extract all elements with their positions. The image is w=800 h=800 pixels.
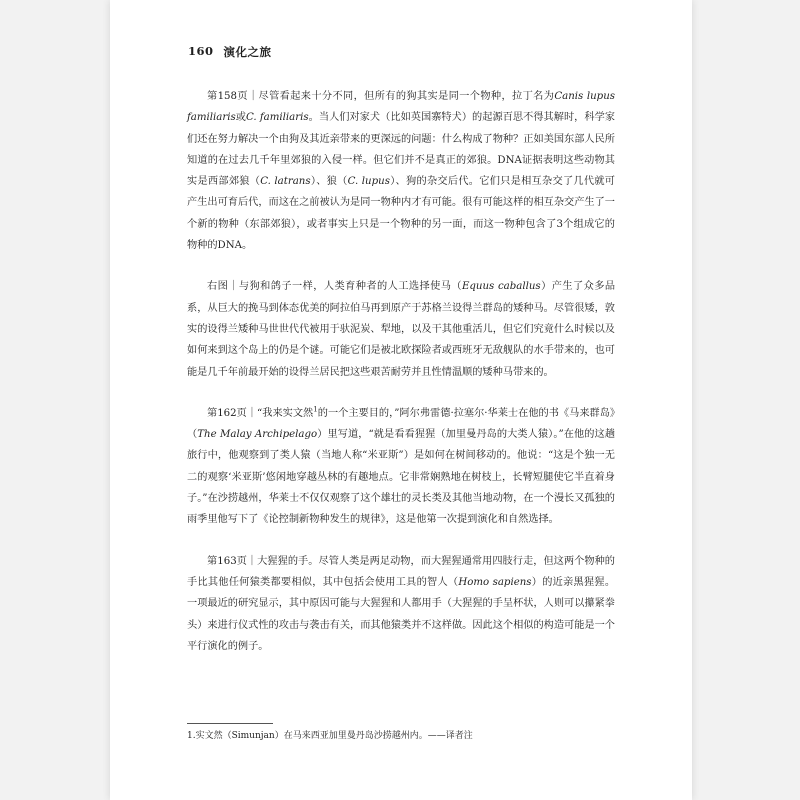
latin-name: Homo sapiens [458,576,532,588]
paragraph [187,551,615,657]
text-run: ）里写道，“就是看看猩猩（加里曼丹岛的大类人猿）。”在他的这趟旅行中，他观察到了类人猿（当地人称“米亚斯”）是如何在树间移动的。他说：“这是个独一无二的观察‘米亚斯’悠闲地穿越丛林的有趣地点。它非常娴熟地在树枝上，长臂短腿使它半直着身子。”在沙捞越州，华莱士不仅仅观察了这个雄壮的灵长类及其他当地动物，在一个漫长又孤独的雨季里他写下了《论控制新物种发生的规律》，这是他第一次提到演化和自然选择。 [187,429,616,526]
book-page [110,0,692,800]
text-run: ）、狗的杂交后代。它们只是相互杂交了几代就可产生出可育后代，而这在之前被认为是同一物种内才有可能。很有可能这样的相互杂交产生了一个新的物种（东部郊狼），或者事实上只是一个物种的另一面，而这一物种包含了3个组成它的物种的DNA。 [187,176,615,252]
text-run: ）产生了众多品系，从巨大的挽马到体态优美的阿拉伯马再到原产于苏格兰设得兰群岛的矮种马。尽管很矮，敦实的设得兰矮种马世世代代被用于驮泥炭、犁地，以及干其他重活儿，但它们究竟什么时候以及如何来到这个岛上的仍是个谜。可能它们是被北欧探险者或西班牙无敌舰队的水手带来的，也可能是几千年前最开始的设得兰居民把这些艰苦耐劳并且性情温顺的矮种马带来的。 [187,281,616,378]
running-header [188,44,272,60]
paragraph [187,86,615,256]
latin-name: The Malay Archipelago [197,429,318,441]
page-number: 160 [188,44,214,58]
text-run: 右图｜与狗和鸽子一样，人类育种者的人工选择使马（ [207,281,462,293]
footnote-rule [187,723,273,724]
book-title: 演化之旅 [223,45,272,59]
paragraph [187,403,615,531]
paragraph [187,276,615,382]
text-run: 第158页｜尽管看起来十分不同，但所有的狗其实是同一个物种，拉丁名为 [207,91,555,102]
footnote-ref: 1 [313,405,318,414]
latin-name: C. latrans [260,176,311,188]
text-run: 的一个主要目的，”阿尔弗雷德·拉塞尔·华莱士在他的书《马来群岛》（ [187,407,615,441]
text-run: 。当人们对家犬（比如英国寨特犬）的起源百思不得其解时，科学家们还在努力解决一个由狗及其近亲带来的更深远的问题：什么构成了物种？正如美国东部人民所知道的在过去几千年里郊狼的入侵一样。但它们并不是真正的郊狼。DNA证据表明这些动物其实是西部郊狼（ [187,112,616,188]
text-run: ）的近亲黑猩猩。一项最近的研究显示，其中原因可能与大猩猩和人都用手（大猩猩的手呈杯状，人则可以攥紧拳头）来进行仪式性的攻击与袭击有关，而其他猿类并不这样做。因此这个相似的构造可能是一个平行演化的例子。 [187,576,616,652]
latin-name: Equus caballus [461,281,541,293]
latin-name: Canis lupus familiaris [187,91,615,124]
text-run: 第163页｜大猩猩的手。尽管人类是两足动物，而大猩猩通常用四肢行走，但这两个物种的手比其他任何猿类都要相似，其中包括会使用工具的智人（ [187,555,615,588]
text-run: ）、狼（ [310,176,348,188]
page-body [187,86,615,677]
latin-name: C. lupus [347,176,390,188]
text-run: 或 [235,112,246,124]
footnote: 1.实文然（Simunjan）在马来西亚加里曼丹岛沙捞越州内。——译者注 [187,731,473,741]
text-run: 第162页｜“我来实文然 [207,407,314,419]
latin-name: C. familiaris [245,112,309,124]
